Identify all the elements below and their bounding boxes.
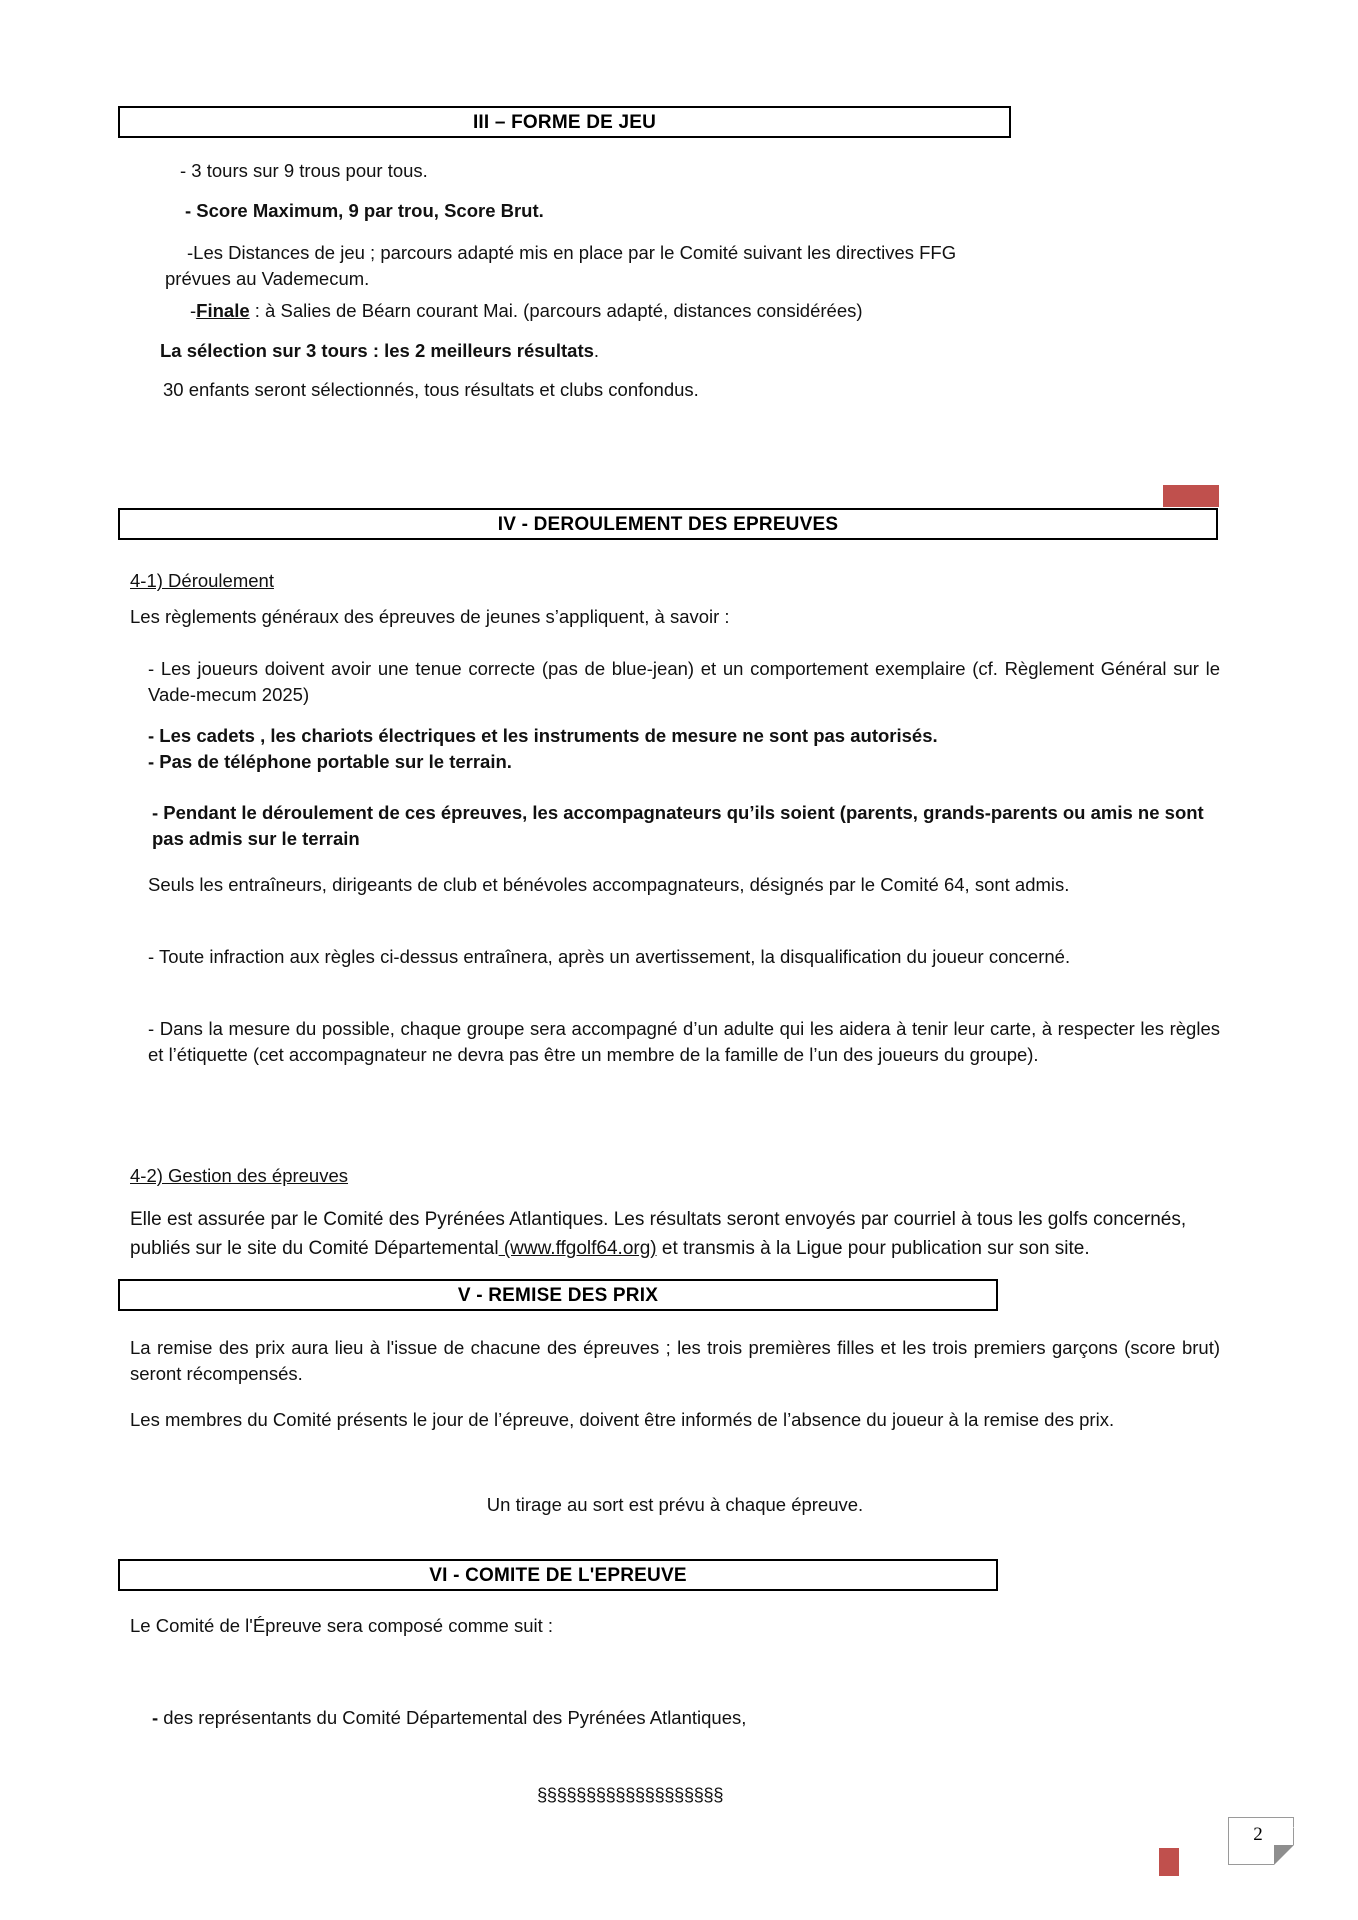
line-score-maximum: - Score Maximum, 9 par trou, Score Brut. [185,200,544,221]
finale-details: : à Salies de Béarn courant Mai. (parcours adapté, distances considérées) [249,300,863,321]
page-number-box [1228,1817,1294,1865]
bullet-tenue-correcte: - Les joueurs doivent avoir une tenue correcte (pas de blue-jean) et un comportement exemplaire (cf. Règlement Général sur le Vade-mecum 2025) [148,658,1220,706]
red-annotation-mark-top [1163,485,1219,507]
section-header-remise-des-prix: V - REMISE DES PRIX [118,1279,998,1311]
paragraph-membres-comite: Les membres du Comité présents le jour de l’épreuve, doivent être informés de l’absence du joueur à la remise des prix. [130,1409,1115,1430]
bullet-representants-text: des représentants du Comité Départemental des Pyrénées Atlantiques, [158,1707,747,1728]
bullet-cadets-chariots: - Les cadets , les chariots électriques et les instruments de mesure ne sont pas autorisés. [148,725,938,746]
page-curl-inner-icon [1276,1827,1294,1845]
separator-paragraph-marks: §§§§§§§§§§§§§§§§§§§ [537,1784,723,1805]
subsection-4-1-deroulement: 4-1) Déroulement [130,570,274,591]
ffgolf64-link[interactable]: (www.ffgolf64.org) [498,1238,657,1260]
selection-period: . [593,340,600,361]
paragraph-seuls-entraineurs: Seuls les entraîneurs, dirigeants de club et bénévoles accompagnateurs, désignés par le Comité 64, sont admis. [148,874,1070,895]
line-selection [160,338,960,364]
line-distances-de-jeu: -Les Distances de jeu ; parcours adapté mis en place par le Comité suivant les directives FFG prévues au Vademecum. [165,242,957,290]
page-curl-icon [1274,1845,1294,1865]
section-header-deroulement-des-epreuves: IV - DEROULEMENT DES EPREUVES [118,508,1218,540]
gestion-text-before: Elle est assurée par le Comité des Pyrénées Atlantiques. Les résultats seront envoyés par courriel à tous les golfs concernés, publiés sur le site du Comité Départemental [130,1209,1187,1260]
line-enfants-selectionnes: 30 enfants seront sélectionnés, tous résultats et clubs confondus. [163,379,699,400]
line-tours: - 3 tours sur 9 trous pour tous. [180,160,428,181]
red-annotation-mark-footer [1159,1848,1179,1876]
paragraph-gestion-des-epreuves [130,1205,1222,1264]
finale-label: Finale [196,300,250,321]
section-header-forme-de-jeu: III – FORME DE JEU [118,106,1011,138]
paragraph-tirage-au-sort: Un tirage au sort est prévu à chaque épreuve. [486,1494,864,1515]
gestion-text-after: et transmis à la Ligue pour publication sur son site. [656,1238,1090,1260]
finale-dash: - [190,300,197,321]
page-number: 2 [1253,1824,1263,1845]
bullet-accompagnement-groupe: - Dans la mesure du possible, chaque groupe sera accompagné d’un adulte qui les aidera à tenir leur carte, à respecter les règles et l’étiquette (cet accompagnateur ne devra pas être un membre de la famille de l’un des joueurs du groupe). [148,1018,1220,1066]
section-header-comite-de-lepreuve: VI - COMITE DE L'EPREUVE [118,1559,998,1591]
paragraph-comite-compose: Le Comité de l'Épreuve sera composé comme suit : [130,1615,554,1636]
bullet-telephone-portable: - Pas de téléphone portable sur le terrain. [148,751,512,772]
bullet-dash: - [152,1707,159,1728]
paragraph-reglements-generaux: Les règlements généraux des épreuves de jeunes s’appliquent, à savoir : [130,606,730,627]
subsection-4-2-gestion: 4-2) Gestion des épreuves [130,1165,349,1186]
selection-text: La sélection sur 3 tours : les 2 meilleurs résultats [160,340,594,361]
paragraph-remise-des-prix: La remise des prix aura lieu à l'issue de chacune des épreuves ; les trois premières filles et les trois premiers garçons (score brut) seront récompensés. [130,1337,1220,1385]
bullet-toute-infraction: - Toute infraction aux règles ci-dessus entraînera, après un avertissement, la disqualification du joueur concerné. [148,946,1071,967]
bullet-representants-comite [152,1705,1212,1731]
line-finale [190,298,990,324]
bullet-accompagnateurs-non-admis: - Pendant le déroulement de ces épreuves, les accompagnateurs qu’ils soient (parents, grands-parents ou amis ne sont pas admis sur le terrain [152,802,1204,850]
